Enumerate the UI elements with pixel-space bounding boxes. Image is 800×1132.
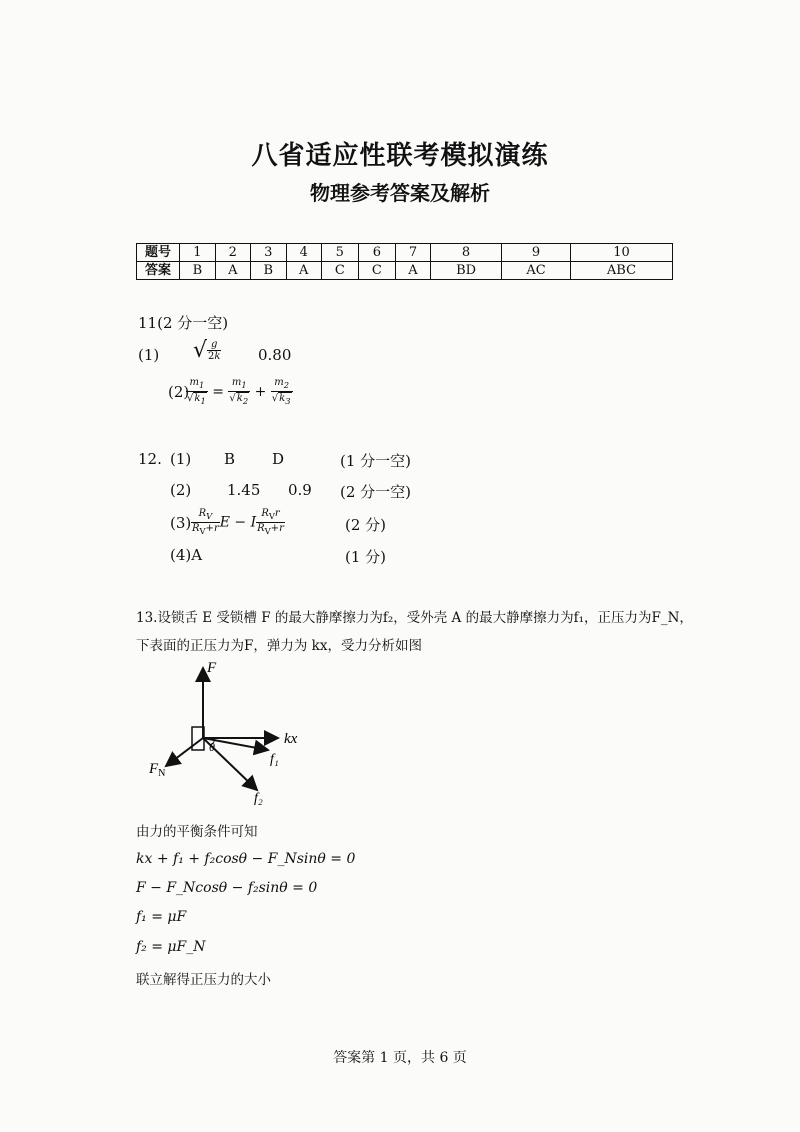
q11-part1-label: (1) <box>138 346 160 364</box>
q13-equation-1: kx + f₁ + f₂cosθ − F_Nsinθ = 0 <box>136 851 356 867</box>
q12-p4-score: (1 分) <box>345 548 387 566</box>
q12-p3-score: (2 分) <box>345 516 387 534</box>
q11-heading: 11(2 分一空) <box>138 314 229 332</box>
q12-p2-label: (2) <box>170 481 192 499</box>
q13-solve-text: 联立解得正压力的大小 <box>136 972 271 988</box>
q12-p2-score: (2 分一空) <box>340 483 412 501</box>
force-diagram <box>140 660 330 810</box>
document-title: 八省适应性联考模拟演练 <box>251 141 549 171</box>
q12-label: 12. <box>138 450 162 468</box>
q11-part2-formula: $\frac{m_1}{√k_1}$ = $\frac{m_1}{√k_2}$ + $\frac{m_2}{√k_3}$ <box>187 377 291 406</box>
table-cell: 10 <box>570 244 672 262</box>
table-cell: 6 <box>358 244 395 262</box>
q11-part1-value: 0.80 <box>258 346 292 364</box>
label-kx: kx <box>284 731 298 747</box>
q12-p2-answer-b: 0.9 <box>288 481 312 499</box>
table-row-numbers <box>137 244 673 262</box>
q12-p1-answer-a: B <box>224 450 236 468</box>
table-cell: ABC <box>570 262 672 280</box>
table-cell: 9 <box>502 244 571 262</box>
q13-line1: 13.设锁舌 E 受锁槽 F 的最大静摩擦力为f₂，受外壳 A 的最大静摩擦力为f₁，正压力为F_N， <box>136 610 693 626</box>
q13-line2: 下表面的正压力为F，弹力为 kx，受力分析如图 <box>136 638 422 654</box>
document-subtitle: 物理参考答案及解析 <box>310 181 490 205</box>
table-cell: AC <box>502 262 571 280</box>
q13-equation-2: F − F_Ncosθ − f₂sinθ = 0 <box>136 880 318 896</box>
table-cell: A <box>215 262 250 280</box>
table-cell: 1 <box>180 244 216 262</box>
q12-p3-formula: $\frac{R_V}{R_V+r}$ E − I $\frac{R_Vr}{R_V+r}$ <box>192 508 284 536</box>
q13-equation-4: f₂ = μF_N <box>136 939 206 955</box>
label-FN: $F_N$ <box>149 761 166 779</box>
q12-p1-label: (1) <box>170 450 192 468</box>
label-theta: θ <box>209 740 215 754</box>
table-cell: 3 <box>250 244 286 262</box>
table-cell: A <box>395 262 430 280</box>
q12-p1-answer-b: D <box>272 450 285 468</box>
q12-p3-label: (3) <box>170 514 192 532</box>
table-cell: C <box>358 262 395 280</box>
q11-part2-label: (2) <box>168 383 190 401</box>
force-FN-arrow <box>166 738 203 766</box>
q12-p4-label: (4)A <box>170 546 203 564</box>
label-F: F <box>207 660 217 676</box>
table-row-answers <box>137 262 673 280</box>
page-footer: 答案第 1 页，共 6 页 <box>333 1050 467 1066</box>
table-cell: B <box>250 262 286 280</box>
row-label-number: 题号 <box>137 244 180 262</box>
table-cell: 7 <box>395 244 430 262</box>
answer-table <box>136 243 673 280</box>
table-cell: B <box>180 262 216 280</box>
row-label-answer: 答案 <box>137 262 180 280</box>
table-cell: 5 <box>321 244 358 262</box>
q13-equation-3: f₁ = μF <box>136 909 187 925</box>
q11-part1-formula: √ $\frac{g}{2k}$ <box>193 338 221 363</box>
q12-p1-score: (1 分一空) <box>340 452 412 470</box>
table-cell: 4 <box>286 244 321 262</box>
q12-p2-answer-a: 1.45 <box>227 481 261 499</box>
table-cell: 8 <box>431 244 502 262</box>
table-cell: 2 <box>215 244 250 262</box>
q13-balance-text: 由力的平衡条件可知 <box>136 824 258 840</box>
label-f1: f₁ <box>270 752 279 767</box>
table-cell: BD <box>431 262 502 280</box>
table-cell: A <box>286 262 321 280</box>
table-cell: C <box>321 262 358 280</box>
label-f2: f₂ <box>254 791 263 806</box>
